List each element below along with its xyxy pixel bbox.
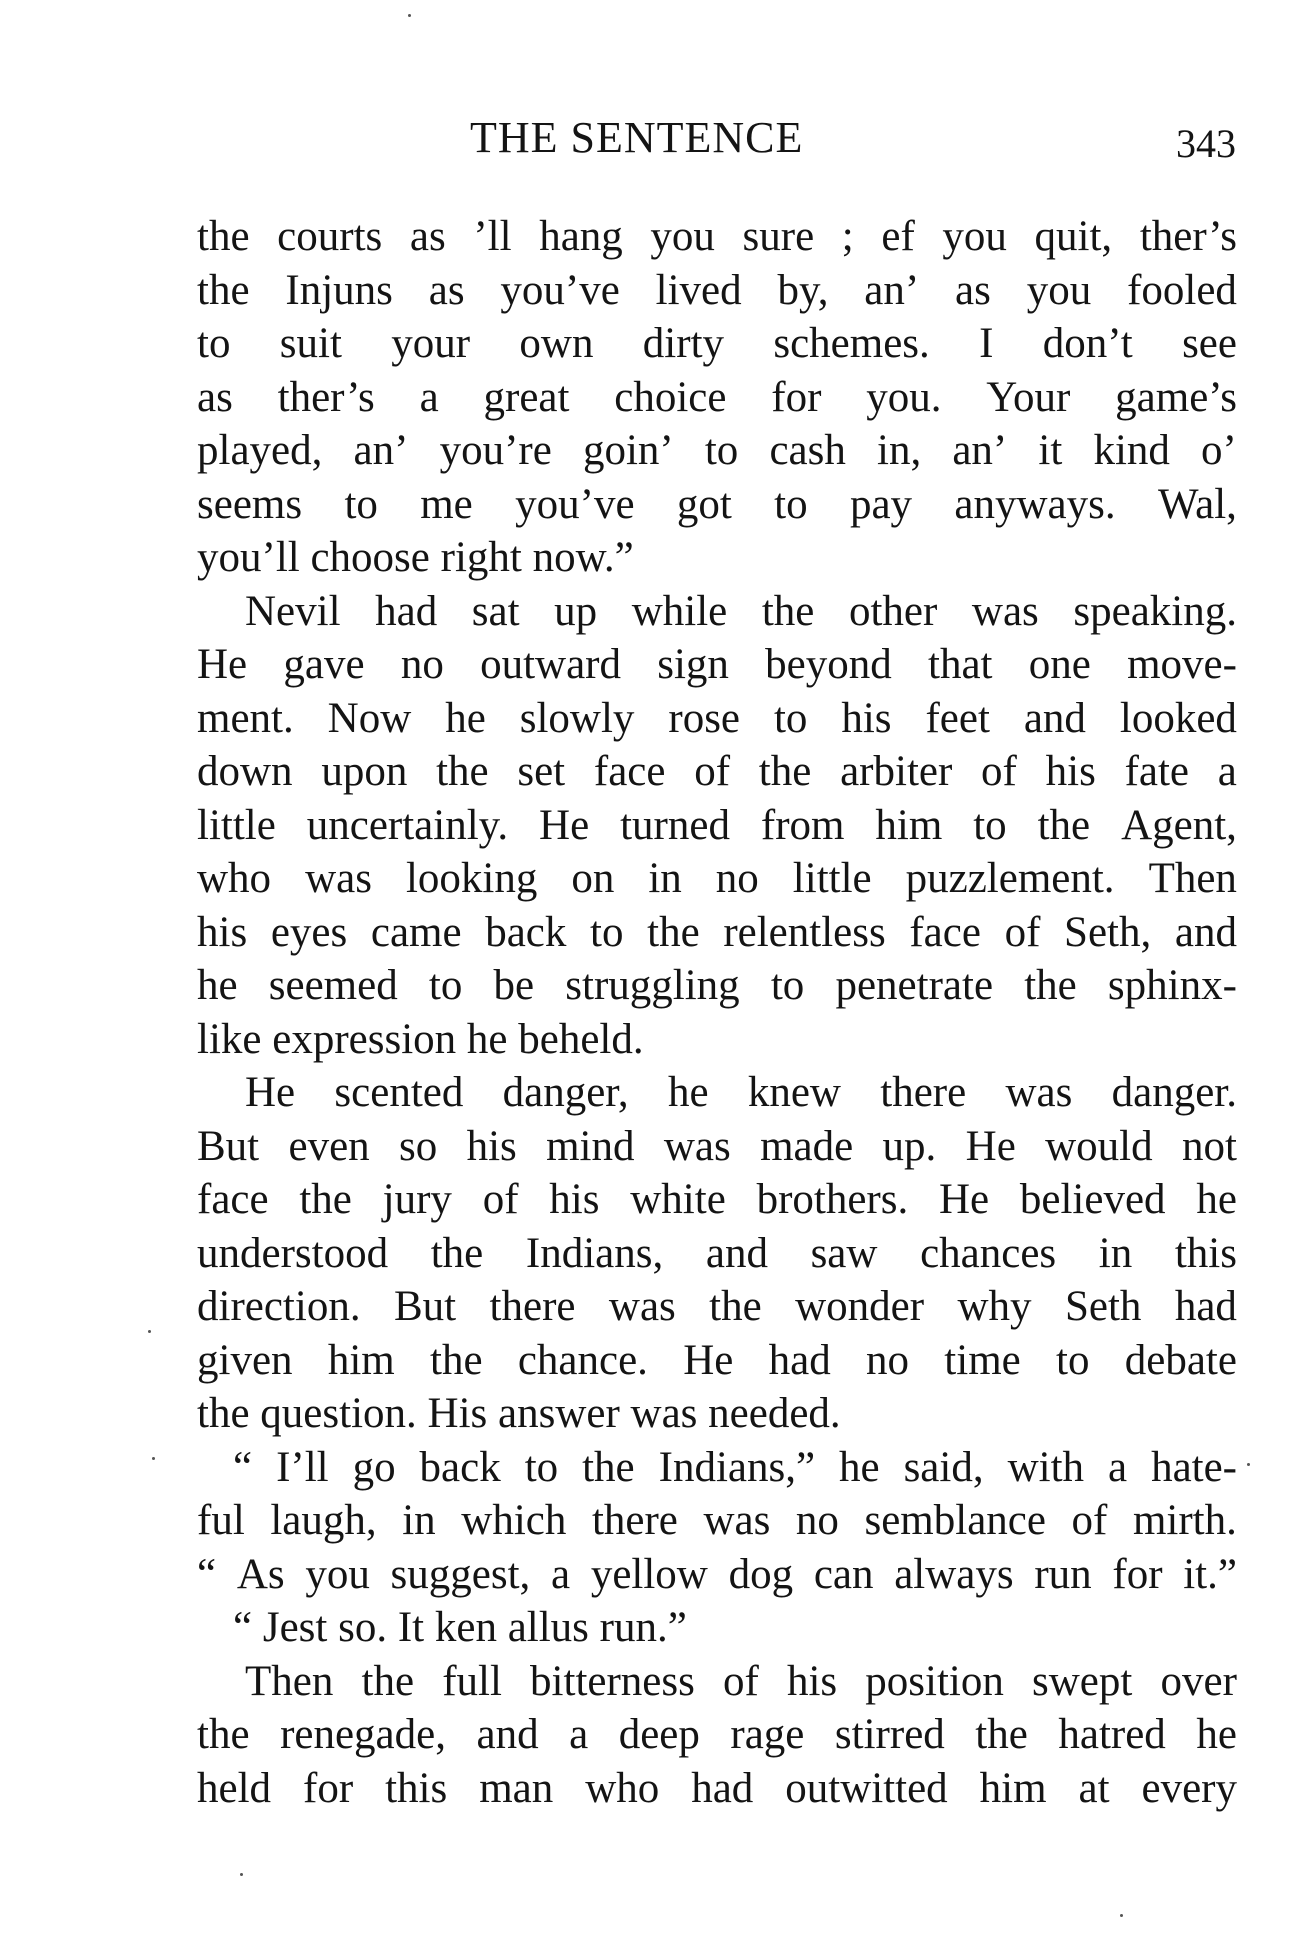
running-title: THE SENTENCE	[470, 113, 804, 162]
text-line: you’ll choose right now.”	[197, 534, 634, 581]
text-line: face the jury of his white brothers. He believed he	[197, 1176, 1237, 1223]
text-line: given him the chance. He had no time to debate	[197, 1336, 1237, 1384]
text-line: who was looking on in no little puzzlement. Then	[197, 855, 1237, 902]
text-line: as ther’s a great choice for you. Your game’s	[197, 373, 1237, 421]
text-line: He gave no outward sign beyond that one move-	[197, 641, 1237, 688]
text-line: little uncertainly. He turned from him to the Agent,	[197, 801, 1237, 849]
print-speck	[152, 1457, 155, 1460]
text-line: But even so his mind was made up. He would not	[197, 1122, 1237, 1170]
text-line: seems to me you’ve got to pay anyways. Wal,	[197, 480, 1237, 528]
text-line: Nevil had sat up while the other was speaking.	[245, 587, 1237, 635]
text-line: understood the Indians, and saw chances in this	[197, 1229, 1237, 1277]
print-speck	[148, 1330, 151, 1333]
text-line: like expression he beheld.	[197, 1015, 644, 1063]
print-speck	[408, 14, 411, 17]
text-line: his eyes came back to the relentless face of Seth, and	[197, 908, 1237, 956]
text-line: down upon the set face of the arbiter of his fate a	[197, 748, 1237, 795]
text-line: ful laugh, in which there was no semblance of mirth.	[197, 1497, 1237, 1544]
text-line: the question. His answer was needed.	[197, 1390, 841, 1437]
text-line: he seemed to be struggling to penetrate the sphinx-	[197, 962, 1237, 1009]
page-number: 343	[1176, 121, 1236, 166]
text-line: the courts as ’ll hang you sure ; ef you quit, ther’s	[197, 213, 1237, 260]
text-line: He scented danger, he knew there was danger.	[245, 1069, 1237, 1116]
text-line: ment. Now he slowly rose to his feet and looked	[197, 694, 1237, 742]
text-line: “ I’ll go back to the Indians,” he said, with a hate-	[233, 1443, 1237, 1491]
text-line: played, an’ you’re goin’ to cash in, an’ it kind o’	[197, 427, 1237, 474]
text-line: direction. But there was the wonder why Seth had	[197, 1283, 1237, 1330]
print-speck	[1247, 1463, 1250, 1466]
body-text	[197, 210, 1237, 1815]
text-line: the renegade, and a deep rage stirred the hatred he	[197, 1711, 1237, 1758]
print-speck	[1120, 1914, 1123, 1917]
text-line: held for this man who had outwitted him at every	[197, 1764, 1237, 1812]
running-head	[0, 112, 1297, 168]
text-line: to suit your own dirty schemes. I don’t see	[197, 320, 1237, 367]
text-line: the Injuns as you’ve lived by, an’ as you fooled	[197, 266, 1237, 314]
text-line: “ As you suggest, a yellow dog can always run for it.”	[197, 1550, 1237, 1598]
text-line: “ Jest so. It ken allus run.”	[233, 1604, 687, 1651]
print-speck	[240, 1873, 243, 1876]
text-line: Then the full bitterness of his position swept over	[245, 1657, 1237, 1705]
